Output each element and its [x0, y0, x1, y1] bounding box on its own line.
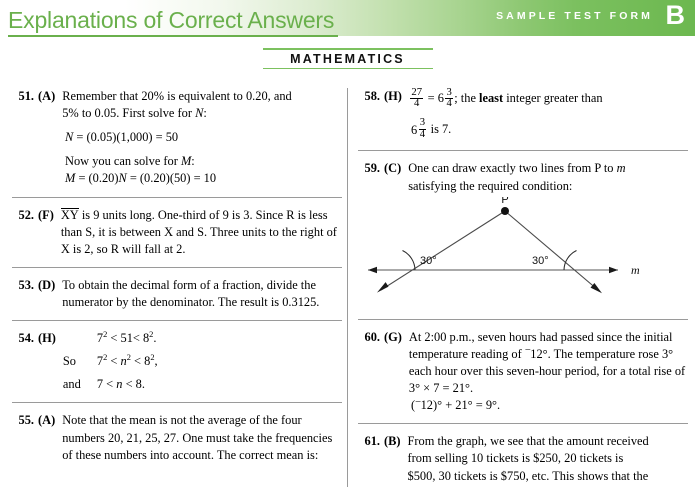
row2-lead: So — [62, 354, 76, 369]
line-variable-m: m — [616, 161, 626, 176]
answer-item-58 — [358, 88, 688, 141]
item-52-text: is 9 units long. One-third of 9 is 3. Since R is less than S, it is between X and S. Three units to the right of X is 2, so R will fall at 2. — [60, 207, 337, 256]
answer-item-60 — [358, 329, 688, 415]
right-column — [358, 88, 688, 487]
row3-variable: n — [116, 377, 123, 392]
item-separator — [12, 402, 342, 403]
item-text — [62, 88, 342, 122]
fraction-numerator: 27 — [411, 88, 423, 98]
item-choice: (H) — [38, 331, 56, 346]
item-separator — [12, 267, 342, 268]
variable-n-eq2: N — [118, 171, 127, 186]
fraction-numerator: 3 — [419, 117, 426, 129]
degree-symbol: ° — [437, 398, 443, 413]
row1-lead — [63, 330, 97, 347]
row1-exp1: 2 — [103, 328, 108, 339]
item-text: Note that the mean is not the average of the four numbers 20, 21, 25, 27. One must take the frequencies of these numbers into account. The correct mean is: — [62, 413, 333, 462]
variable-n: N — [195, 106, 204, 121]
item-60-line2 — [411, 397, 688, 414]
geometry-diagram — [358, 197, 688, 310]
item-choice: (D) — [38, 277, 56, 292]
item-60-seg3: . The temperature rose 3 — [547, 346, 669, 361]
item-60-seg5: × 7 = 21 — [420, 381, 466, 396]
row3-lead: and — [62, 377, 81, 392]
item-58-after2: integer greater than — [503, 91, 603, 106]
left-column — [12, 88, 342, 487]
item-51-equation-n — [65, 129, 342, 146]
item-60-eq: = 9 — [472, 398, 493, 413]
point-p-label: P — [501, 196, 509, 206]
row2-tail: , — [154, 354, 158, 369]
item-60-seg2: 12 — [530, 346, 543, 361]
line-m-label: m — [631, 262, 640, 277]
item-number: 54. — [18, 331, 34, 346]
item-51-line1: Remember that 20% is equivalent to 0.20, and — [62, 89, 292, 103]
fraction-denominator: 4 — [410, 98, 423, 110]
answer-item-54 — [12, 330, 342, 393]
row2-exp3: 2 — [150, 352, 155, 363]
item-59-text-a: One can draw exactly two lines from P to — [408, 161, 617, 176]
row2-mid: < — [107, 354, 121, 369]
right-angle-label: 30° — [532, 254, 549, 267]
row2-base1: 7 — [96, 354, 104, 369]
item-61-line2: from selling 10 tickets is $250, 20 tickets is — [407, 451, 624, 466]
ray-right — [505, 211, 598, 290]
item-51-line3b: : — [191, 154, 195, 169]
item-choice: (F) — [38, 207, 54, 222]
variable-n-eq: N — [65, 130, 74, 145]
item-60-mid: + 21 — [442, 398, 468, 413]
item-60-seg6: . — [469, 381, 474, 396]
row2-mid2: < 8 — [130, 354, 151, 369]
item-number: 61. — [364, 434, 380, 449]
item-text — [409, 329, 688, 397]
subject-rule-bottom — [263, 68, 433, 70]
degree-symbol: ° — [415, 381, 421, 396]
degree-symbol: ° — [465, 381, 470, 396]
item-number: 59. — [364, 161, 380, 176]
answer-item-53 — [12, 277, 342, 311]
item-separator — [358, 150, 688, 151]
row1-mid: < 51< 8 — [107, 331, 150, 346]
degree-symbol: ° — [492, 398, 497, 413]
variable-m: M — [180, 154, 192, 169]
page-title: Explanations of Correct Answers — [8, 7, 335, 33]
answer-item-52 — [12, 207, 342, 258]
item-choice: (A) — [38, 413, 56, 428]
item-58-after: ; the — [454, 91, 480, 106]
item-51-line3 — [65, 153, 342, 170]
item-59-text-line2: satisfying the required condition: — [408, 178, 573, 193]
row2-variable: n — [120, 354, 127, 369]
variable-m-eq: M — [65, 171, 76, 186]
left-angle-label: 30° — [420, 254, 437, 267]
row2-exp2: 2 — [126, 352, 131, 363]
row3-a: 7 < — [96, 377, 117, 392]
item-51-line2b: : — [203, 106, 207, 121]
item-text — [409, 88, 688, 111]
row3-expression — [97, 376, 342, 393]
item-61-line1: From the graph, we see that the amount received — [407, 434, 649, 449]
fraction-denominator: 4 — [419, 129, 426, 141]
item-58-equals: = 6 — [427, 91, 444, 106]
item-60-end: . — [497, 398, 501, 413]
item-number: 51. — [18, 89, 34, 103]
ray-left-arrow — [377, 282, 389, 293]
point-p-dot — [501, 207, 509, 215]
item-text — [61, 207, 342, 258]
item-51-eq-n-text: = (0.05)(1,000) = 50 — [76, 130, 179, 145]
degree-symbol: ° — [668, 346, 674, 361]
fraction-denominator: 4 — [446, 98, 452, 110]
line-m-right-arrow — [609, 266, 618, 272]
two-column-body — [0, 88, 695, 487]
mixed-number-integer: 6 — [411, 122, 418, 137]
item-separator — [358, 423, 688, 424]
subject-heading: MATHEMATICS — [290, 51, 405, 66]
degree-symbol: ° — [542, 346, 548, 361]
ray-left — [381, 211, 505, 290]
degree-symbol: ° — [467, 398, 473, 413]
item-number: 52. — [18, 207, 34, 222]
item-60-seg1: At 2:00 p.m., seven hours had passed since the initial temperature reading of — [408, 329, 673, 361]
fraction-numerator: 3 — [446, 88, 452, 98]
answer-item-61 — [358, 433, 688, 484]
item-text — [408, 433, 688, 484]
sample-test-form-label: SAMPLE TEST FORM — [496, 10, 653, 22]
form-letter-badge: B — [665, 0, 685, 30]
item-51-line2a: 5% to 0.05. First solve for — [62, 106, 196, 121]
row1-expression — [97, 330, 342, 347]
segment-xy-overline: XY — [60, 207, 79, 222]
row1-base1: 7 — [96, 331, 104, 346]
row2-exp1: 2 — [103, 352, 108, 363]
item-54-row2 — [63, 353, 342, 370]
item-choice: (B) — [384, 434, 401, 449]
item-number: 55. — [18, 413, 34, 428]
item-51-equation-m — [65, 170, 342, 187]
item-58-line2-tail: is 7. — [427, 121, 452, 136]
fraction-27-4 — [410, 88, 423, 110]
row1-tail: . — [153, 331, 157, 346]
row3-b: < 8. — [122, 377, 145, 392]
item-text: To obtain the decimal form of a fraction, divide the numerator by the denominator. The result is 0.3125. — [62, 277, 320, 309]
row2-expression — [97, 353, 342, 370]
item-51-eq-m-text2: = (0.20)(50) = 10 — [126, 171, 217, 186]
item-choice: (H) — [384, 89, 402, 103]
row1-exp2: 2 — [149, 328, 154, 339]
item-number: 58. — [364, 89, 380, 103]
negative-sign: − — [524, 345, 531, 357]
item-separator — [12, 197, 342, 198]
item-separator — [12, 320, 342, 321]
item-math-block — [63, 330, 342, 393]
item-60-open-paren: ( — [411, 398, 416, 413]
fraction-3-4 — [445, 88, 452, 110]
item-51-line3a: Now you can solve for — [65, 154, 181, 169]
left-angle-arc — [403, 250, 416, 270]
item-58-line2 — [411, 119, 688, 142]
item-54-row1 — [63, 330, 342, 347]
item-number: 53. — [18, 277, 34, 292]
item-text — [408, 160, 688, 194]
item-51-eq-m-text: = (0.20) — [78, 171, 119, 186]
item-choice: (C) — [384, 161, 402, 176]
item-60-seg4: each hour over this seven-hour period, for a total rise of 3 — [408, 363, 686, 396]
item-60-num: 12) — [420, 398, 438, 413]
negative-sign: − — [415, 396, 422, 408]
item-choice: (G) — [384, 329, 402, 344]
answer-item-59 — [358, 160, 688, 309]
column-divider — [347, 88, 348, 487]
line-m-left-arrow — [368, 266, 377, 272]
emphasis-least: least — [479, 91, 504, 106]
item-number: 60. — [364, 329, 380, 344]
page-title-underline — [8, 35, 338, 37]
answer-item-55 — [12, 412, 342, 463]
subject-heading-block — [0, 48, 695, 69]
item-54-row3 — [63, 376, 342, 393]
item-separator — [358, 319, 688, 320]
fraction-3-4-second — [419, 118, 426, 141]
item-61-line3: $500, 30 tickets is $750, etc. This shows that the — [407, 468, 649, 483]
answer-item-51 — [12, 88, 342, 188]
item-choice: (A) — [38, 89, 56, 103]
